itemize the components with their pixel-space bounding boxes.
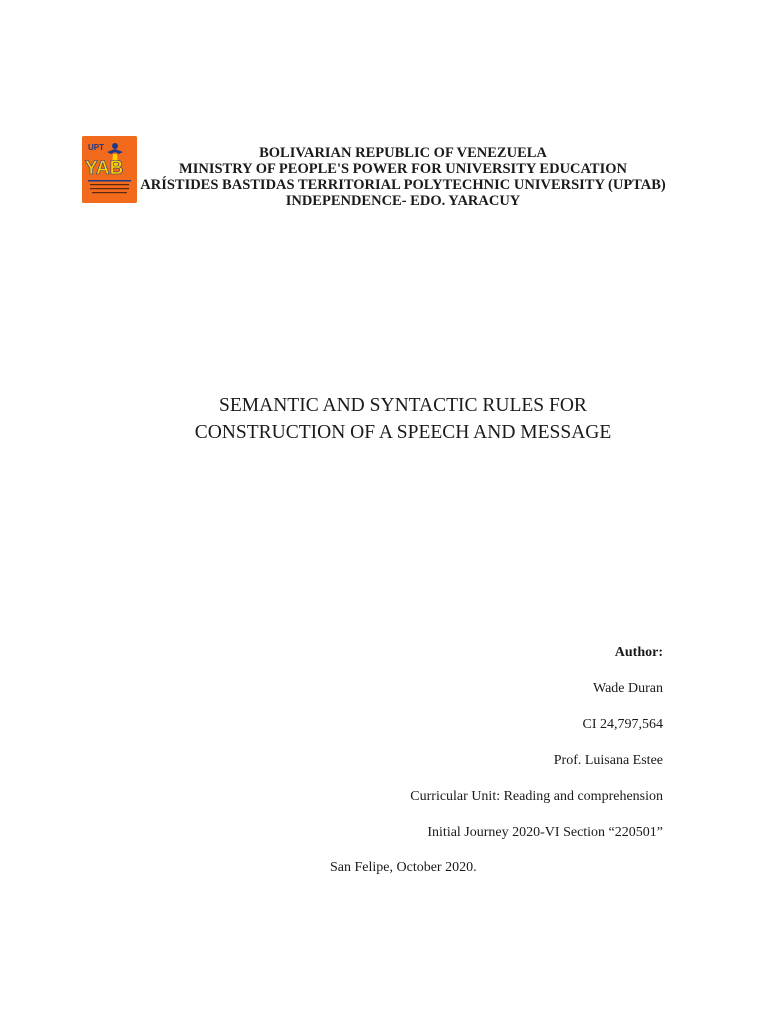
place-date: San Felipe, October 2020. bbox=[330, 860, 477, 875]
professor-name: Prof. Luisana Estee bbox=[553, 753, 663, 768]
header-line-ministry: MINISTRY OF PEOPLE'S POWER FOR UNIVERSITY EDUCATION bbox=[179, 161, 627, 177]
logo-graphic bbox=[82, 136, 137, 203]
author-heading: Author: bbox=[614, 645, 663, 660]
svg-text:YAB: YAB bbox=[85, 158, 124, 179]
institution-header bbox=[140, 145, 666, 209]
author-name: Wade Duran bbox=[592, 681, 663, 696]
header-line-location: INDEPENDENCE- EDO. YARACUY bbox=[285, 193, 521, 209]
university-logo bbox=[82, 136, 137, 203]
header-line-university: ARÍSTIDES BASTIDAS TERRITORIAL POLYTECHNIC UNIVERSITY (UPTAB) bbox=[140, 177, 666, 193]
curricular-unit: Curricular Unit: Reading and comprehension bbox=[410, 789, 663, 804]
document-title bbox=[120, 392, 686, 446]
journey-section: Initial Journey 2020-VI Section “220501” bbox=[427, 825, 663, 840]
svg-text:UPT: UPT bbox=[88, 143, 104, 152]
author-id: CI 24,797,564 bbox=[582, 717, 663, 732]
title-line-1: SEMANTIC AND SYNTACTIC RULES FOR bbox=[219, 395, 587, 416]
author-block bbox=[263, 644, 663, 860]
title-line-2: CONSTRUCTION OF A SPEECH AND MESSAGE bbox=[194, 422, 612, 443]
header-line-country: BOLIVARIAN REPUBLIC OF VENEZUELA bbox=[259, 145, 547, 161]
